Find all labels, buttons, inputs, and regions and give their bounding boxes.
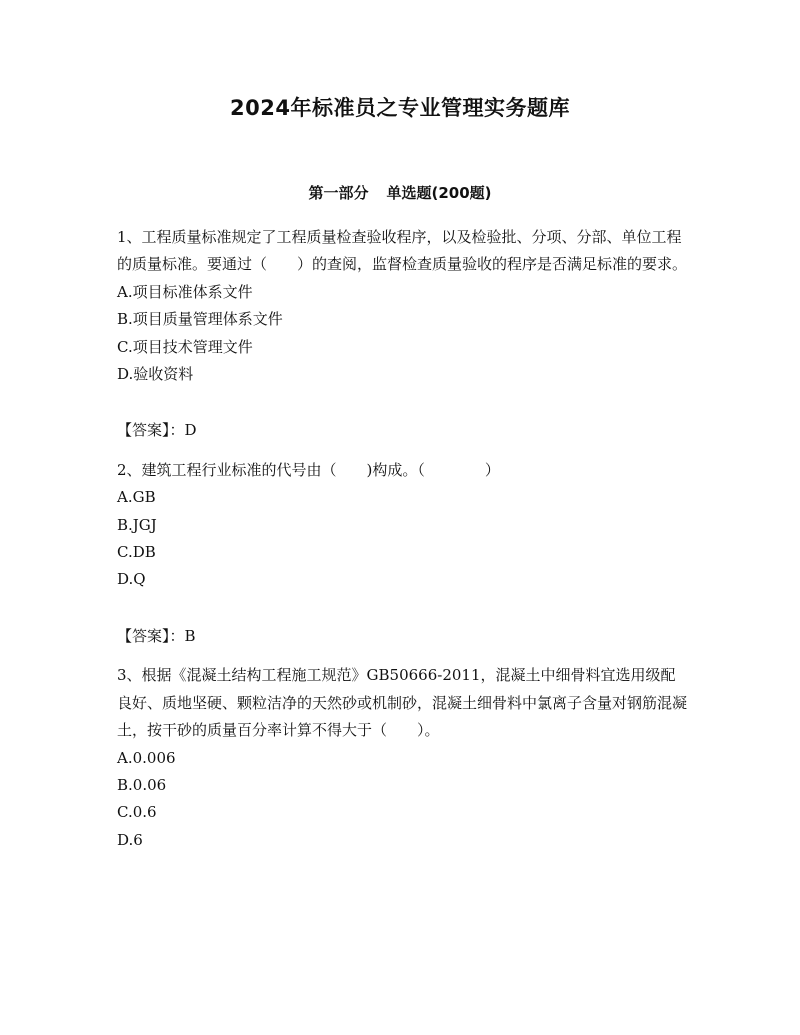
option-d: D.Q xyxy=(117,570,146,589)
option-a: A.0.006 xyxy=(117,748,176,767)
option-b: B.JGJ xyxy=(117,515,157,534)
question-3 xyxy=(117,662,687,854)
option-list xyxy=(117,279,687,389)
section-heading xyxy=(0,182,800,203)
question-text: 2、建筑工程行业标准的代号由（ )构成。（ ） xyxy=(117,460,500,479)
answer-line: 【答案】：B xyxy=(117,626,196,645)
option-d: D.验收资料 xyxy=(117,365,194,384)
option-list xyxy=(117,484,687,594)
option-a: A.项目标准体系文件 xyxy=(117,282,253,301)
option-c: C.0.6 xyxy=(117,803,157,822)
section-name: 单选题(200题) xyxy=(386,184,492,202)
option-c: C.项目技术管理文件 xyxy=(117,337,253,356)
answer-line: 【答案】：D xyxy=(117,421,197,440)
option-list xyxy=(117,745,687,855)
option-b: B.0.06 xyxy=(117,775,167,794)
section-part: 第一部分 xyxy=(308,184,369,202)
option-d: D.6 xyxy=(117,830,143,849)
question-2 xyxy=(117,457,687,650)
question-text: 3、根据《混凝土结构工程施工规范》GB50666-2011，混凝土中细骨料宜选用级配良好、质地坚硬、颗粒洁净的天然砂或机制砂，混凝土细骨料中氯离子含量对钢筋混凝土，按干砂的质量百分率计算不得大于（ ）。 xyxy=(117,666,688,740)
document-title: 2024年标准员之专业管理实务题库 xyxy=(230,96,570,120)
question-1 xyxy=(117,224,687,445)
question-text: 1、工程质量标准规定了工程质量检查验收程序，以及检验批、分项、分部、单位工程的质量标准。要通过（ ）的查阅，监督检查质量验收的程序是否满足标准的要求。 xyxy=(117,228,688,274)
option-a: A.GB xyxy=(117,488,156,507)
option-c: C.DB xyxy=(117,543,156,562)
question-list xyxy=(117,224,687,854)
option-b: B.项目质量管理体系文件 xyxy=(117,310,283,329)
